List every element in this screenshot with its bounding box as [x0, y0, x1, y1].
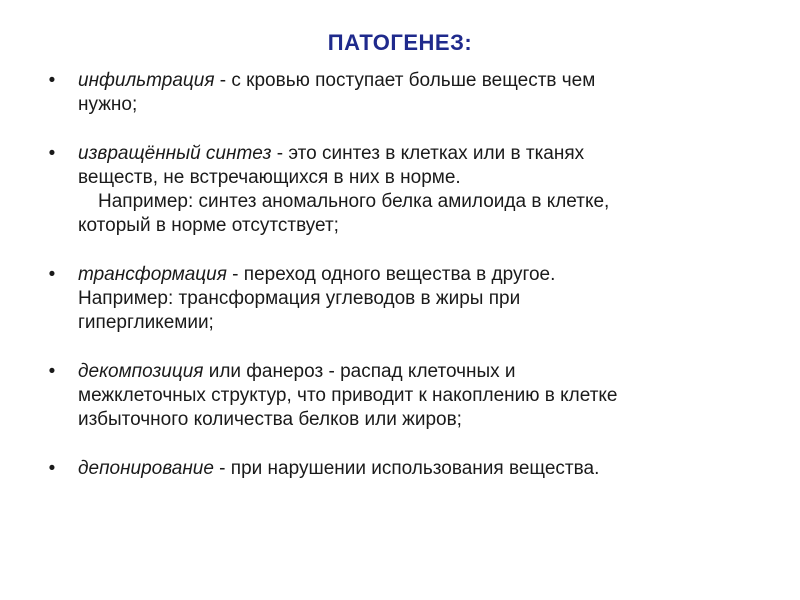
- bullet-list: [48, 69, 778, 481]
- item-line: гипергликемии;: [78, 312, 214, 333]
- item-term: депонирование: [78, 458, 214, 479]
- bullet-icon: •: [48, 143, 56, 164]
- list-item-deposition: [48, 457, 778, 481]
- item-line: [78, 142, 778, 166]
- bullet-icon: •: [48, 458, 56, 479]
- item-text: - с кровью поступает больше веществ чем: [214, 70, 596, 91]
- item-term: декомпозиция: [78, 361, 204, 382]
- item-line: нужно;: [78, 94, 138, 115]
- item-example-line: Например: синтез аномального белка амилоида в клетке,: [98, 191, 610, 212]
- item-line: межклеточных структур, что приводит к накоплению в клетке: [78, 385, 618, 406]
- list-item-infiltration: [48, 69, 778, 117]
- list-item-decomposition: [48, 360, 778, 432]
- bullet-icon: •: [48, 70, 56, 91]
- item-term: трансформация: [78, 264, 227, 285]
- item-text: - при нарушении использования вещества.: [213, 458, 600, 479]
- item-line: [78, 457, 778, 481]
- item-line: [78, 360, 778, 384]
- item-text: - это синтез в клетках или в тканях: [271, 143, 585, 164]
- item-text: - переход одного вещества в другое.: [226, 264, 556, 285]
- item-line: [78, 263, 778, 287]
- item-line: веществ, не встречающихся в них в норме.: [78, 167, 461, 188]
- list-item-perverted-synthesis: [48, 142, 778, 238]
- list-item-transformation: [48, 263, 778, 335]
- item-line: который в норме отсутствует;: [78, 215, 339, 236]
- bullet-icon: •: [48, 361, 56, 382]
- bullet-icon: •: [48, 264, 56, 285]
- slide-title: ПАТОГЕНЕЗ:: [327, 30, 473, 55]
- item-line: избыточного количества белков или жиров;: [78, 409, 462, 430]
- item-text: или фанероз - распад клеточных и: [203, 361, 516, 382]
- item-term: инфильтрация: [78, 70, 215, 91]
- item-line: Например: трансформация углеводов в жиры при: [78, 288, 521, 309]
- item-line: [78, 69, 778, 93]
- item-term: извращённый синтез: [78, 143, 272, 164]
